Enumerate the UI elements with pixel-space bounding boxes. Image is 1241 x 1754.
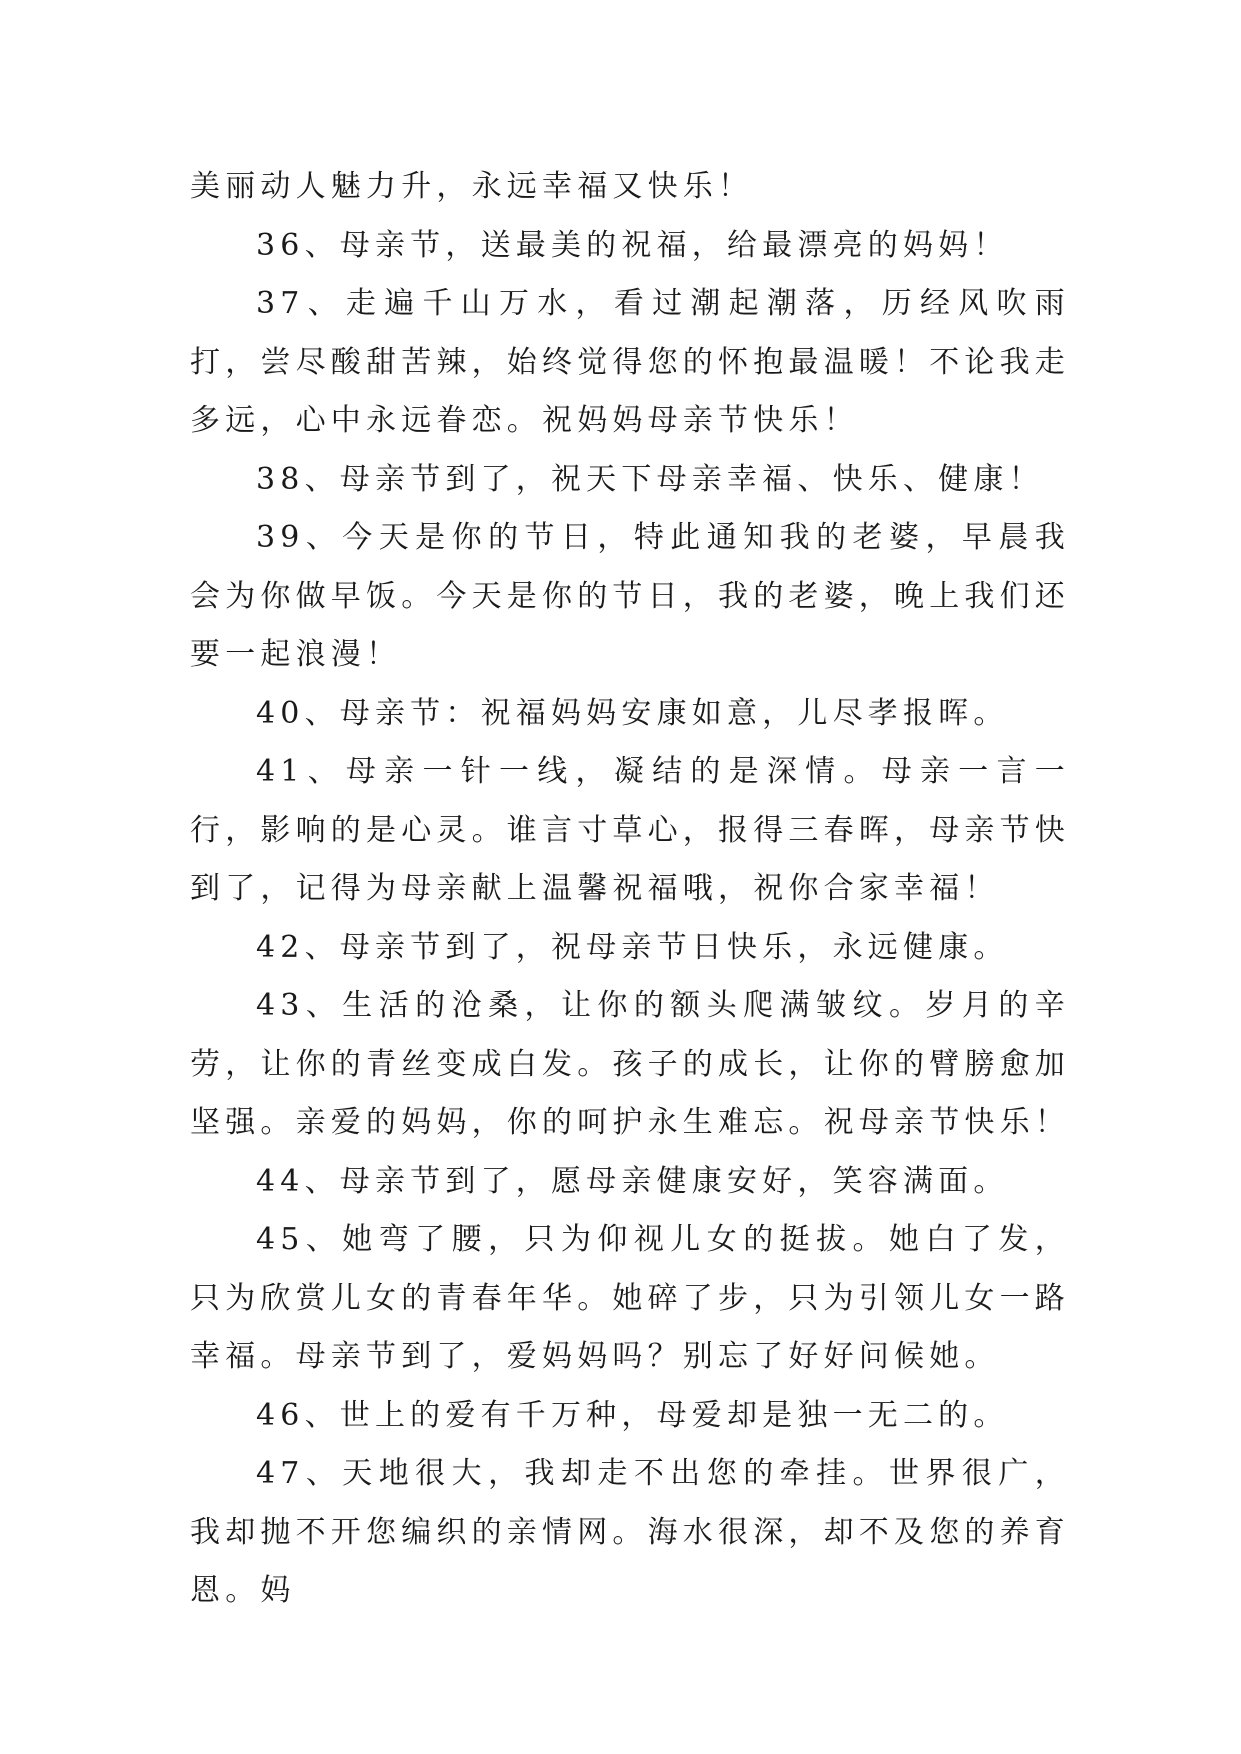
paragraph-40: 40、母亲节：祝福妈妈安康如意，儿尽孝报晖。 [256, 695, 1009, 731]
paragraph-37: 37、走遍千山万水，看过潮起潮落，历经风吹雨打，尝尽酸甜苦辣，始终觉得您的怀抱最温暖！不论我走多远，心中永远眷恋。祝妈妈母亲节快乐！ [190, 286, 1070, 438]
paragraph-39: 39、今天是你的节日，特此通知我的老婆，早晨我会为你做早饭。今天是你的节日，我的老婆，晚上我们还要一起浪漫！ [190, 520, 1070, 672]
paragraph-38: 38、母亲节到了，祝天下母亲幸福、快乐、健康！ [256, 461, 1044, 497]
paragraph-41: 41、母亲一针一线，凝结的是深情。母亲一言一行，影响的是心灵。谁言寸草心，报得三春晖，母亲节快到了，记得为母亲献上温馨祝福哦，祝你合家幸福！ [190, 754, 1070, 906]
paragraph-44: 44、母亲节到了，愿母亲健康安好，笑容满面。 [256, 1163, 1009, 1199]
paragraph-43: 43、生活的沧桑，让你的额头爬满皱纹。岁月的辛劳，让你的青丝变成白发。孩子的成长，让你的臂膀愈加坚强。亲爱的妈妈，你的呵护永生难忘。祝母亲节快乐！ [190, 988, 1070, 1140]
paragraph-45: 45、她弯了腰，只为仰视儿女的挺拔。她白了发，只为欣赏儿女的青春年华。她碎了步，只为引领儿女一路幸福。母亲节到了，爱妈妈吗？别忘了好好问候她。 [190, 1222, 1070, 1374]
paragraph-46: 46、世上的爱有千万种，母爱却是独一无二的。 [256, 1397, 1009, 1433]
document-body [190, 158, 1070, 1621]
paragraph-42: 42、母亲节到了，祝母亲节日快乐，永远健康。 [256, 929, 1009, 965]
paragraph-47: 47、天地很大，我却走不出您的牵挂。世界很广，我却抛不开您编织的亲情网。海水很深，却不及您的养育恩。妈 [190, 1456, 1070, 1608]
paragraph-continued: 美丽动人魅力升，永远幸福又快乐！ [190, 169, 754, 204]
paragraph-36: 36、母亲节，送最美的祝福，给最漂亮的妈妈！ [256, 227, 1009, 263]
